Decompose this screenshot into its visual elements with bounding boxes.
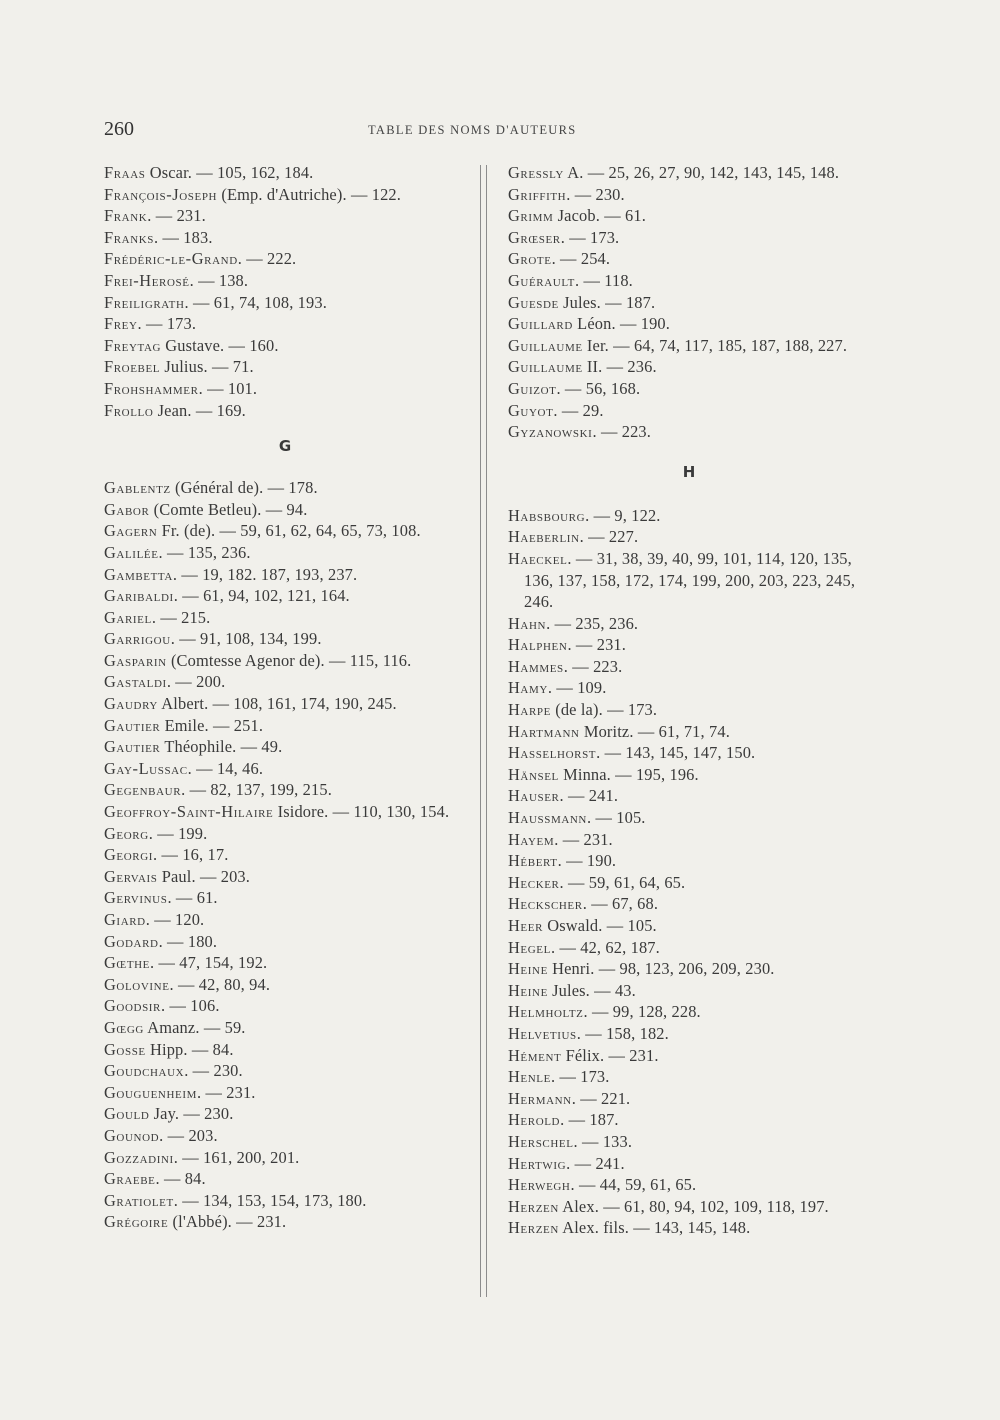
entry-name: Hauser bbox=[508, 786, 560, 806]
index-entry bbox=[104, 292, 466, 314]
entry-references: . — 61, 94, 102, 121, 164. bbox=[173, 586, 350, 606]
entry-name: Haeberlin bbox=[508, 527, 580, 547]
index-entry bbox=[508, 677, 870, 699]
running-title: TABLE DES NOMS D'AUTEURS bbox=[368, 123, 577, 137]
entry-name: Godard bbox=[104, 931, 159, 951]
entry-references: . — 190. bbox=[557, 851, 617, 871]
entry-references: II. — 236. bbox=[582, 357, 657, 377]
index-entry bbox=[104, 248, 466, 270]
entry-name: Gozzadini bbox=[104, 1147, 174, 1167]
index-entry bbox=[508, 915, 870, 937]
entry-references: Alex. — 61, 80, 94, 102, 109, 118, 197. bbox=[558, 1196, 829, 1216]
index-entry bbox=[104, 270, 466, 292]
entry-references: Jules. — 43. bbox=[547, 980, 636, 1000]
entry-references: . — 199. bbox=[148, 823, 208, 843]
entry-name: Heine bbox=[508, 980, 548, 1000]
index-entry bbox=[508, 958, 870, 980]
entry-name: Hegel bbox=[508, 937, 551, 957]
entry-name: Gosse bbox=[104, 1039, 146, 1059]
entry-name: Gratiolet bbox=[104, 1190, 174, 1210]
index-entry bbox=[508, 378, 870, 400]
entry-references: Emile. — 251. bbox=[160, 715, 264, 735]
index-entry bbox=[508, 1001, 870, 1023]
index-entry bbox=[508, 335, 870, 357]
entry-name: Herwegh bbox=[508, 1175, 571, 1195]
index-entry bbox=[104, 477, 466, 499]
index-entry bbox=[508, 1174, 870, 1196]
index-entry bbox=[508, 313, 870, 335]
entry-name: Goudchaux bbox=[104, 1061, 185, 1081]
entry-references: Gustave. — 160. bbox=[161, 335, 279, 355]
entry-references: . — 14, 46. bbox=[187, 758, 264, 778]
entry-references: . — 61, 74, 108, 193. bbox=[184, 292, 327, 312]
entry-name: Hébert bbox=[508, 851, 558, 871]
entry-name: Garrigou bbox=[104, 629, 171, 649]
index-entry bbox=[104, 887, 466, 909]
entry-references: . — 118. bbox=[574, 270, 633, 290]
entry-references: . — 187. bbox=[560, 1110, 619, 1130]
entry-name: Habsbourg bbox=[508, 505, 586, 525]
column-divider bbox=[480, 165, 487, 1297]
entry-name: Giard bbox=[104, 910, 146, 929]
index-entry bbox=[104, 995, 466, 1017]
entry-name: Haussmann bbox=[508, 808, 587, 828]
page-number: 260 bbox=[104, 118, 134, 140]
entry-references: Julius. — 71. bbox=[160, 357, 254, 377]
index-entry bbox=[508, 656, 870, 678]
index-entry bbox=[104, 931, 466, 953]
index-entry bbox=[104, 227, 466, 249]
entry-references: . — 84. bbox=[155, 1169, 206, 1189]
entry-name: Gay-Lussac bbox=[104, 758, 188, 778]
index-entry bbox=[104, 184, 466, 206]
entry-name: Hartmann bbox=[508, 721, 580, 741]
entry-name: Hertwig bbox=[508, 1153, 567, 1173]
index-entry bbox=[508, 1217, 870, 1239]
index-entry bbox=[104, 1211, 466, 1233]
entry-references: Henri. — 98, 123, 206, 209, 230. bbox=[547, 959, 775, 979]
index-entry bbox=[104, 693, 466, 715]
entry-references: (Comtesse Agenor de). — 115, 116. bbox=[166, 650, 412, 670]
entry-references: . — 47, 154, 192. bbox=[150, 953, 268, 973]
entry-references: . — 67, 68. bbox=[582, 894, 659, 914]
entry-references: . — 231. bbox=[567, 635, 627, 655]
index-entry bbox=[104, 1060, 466, 1082]
entry-references: Paul. — 203. bbox=[157, 866, 251, 886]
index-entry bbox=[104, 650, 466, 672]
entry-references: Hipp. — 84. bbox=[145, 1039, 234, 1059]
entry-name: Graebe bbox=[104, 1169, 156, 1189]
index-entry bbox=[104, 335, 466, 357]
entry-name: Gautier bbox=[104, 715, 161, 735]
index-entry bbox=[104, 499, 466, 521]
entry-references: . — 99, 128, 228. bbox=[583, 1002, 701, 1022]
entry-name: Hänsel bbox=[508, 764, 559, 784]
entry-references: . — 143, 145, 147, 150. bbox=[596, 743, 756, 763]
entry-references: (Emp. d'Autriche). — 122. bbox=[217, 184, 402, 204]
entry-references: Jay. — 230. bbox=[149, 1104, 234, 1124]
index-entry bbox=[104, 542, 466, 564]
index-entry bbox=[104, 974, 466, 996]
entry-references: . — 241. bbox=[559, 786, 619, 806]
index-entry bbox=[508, 1131, 870, 1153]
index-entry bbox=[508, 548, 870, 613]
section-letter-heading: H bbox=[682, 462, 696, 481]
index-entry bbox=[508, 893, 870, 915]
entry-references: (Comte Betleu). — 94. bbox=[149, 499, 308, 519]
index-entry bbox=[104, 671, 466, 693]
entry-references: . — 180. bbox=[158, 931, 218, 951]
entry-references: . — 223. bbox=[592, 422, 652, 442]
index-entry bbox=[104, 585, 466, 607]
entry-references: . — 82, 137, 199, 215. bbox=[181, 780, 332, 800]
index-entry bbox=[104, 1168, 466, 1190]
left-column bbox=[104, 162, 466, 1233]
index-entry bbox=[104, 715, 466, 737]
entry-references: . — 109. bbox=[547, 678, 607, 698]
index-entry bbox=[104, 356, 466, 378]
index-entry bbox=[508, 937, 870, 959]
entry-name: Gervais bbox=[104, 866, 158, 886]
index-entry bbox=[508, 1023, 870, 1045]
index-entry bbox=[508, 205, 870, 227]
entry-references: . — 230. bbox=[566, 184, 625, 204]
index-entry bbox=[104, 909, 466, 931]
entry-name: Georgi bbox=[104, 845, 154, 865]
index-entry bbox=[508, 1045, 870, 1067]
entry-name: Gœthe bbox=[104, 953, 150, 973]
entry-name: Heckscher bbox=[508, 894, 583, 914]
index-entry bbox=[104, 1082, 466, 1104]
entry-name: Griffith bbox=[508, 184, 567, 204]
entry-references: . — 231. bbox=[554, 829, 613, 849]
entry-references: Moritz. — 61, 71, 74. bbox=[579, 721, 730, 741]
entry-references: . — 134, 153, 154, 173, 180. bbox=[173, 1190, 367, 1210]
entry-references: . — 173. bbox=[550, 1067, 610, 1087]
entry-references: . — 241. bbox=[566, 1153, 625, 1173]
entry-name: Galilée bbox=[104, 542, 159, 562]
entry-name: Gautier bbox=[104, 737, 161, 757]
index-entry bbox=[508, 248, 870, 270]
entry-references: . — 230. bbox=[184, 1061, 243, 1081]
entry-name: François-Joseph bbox=[104, 184, 218, 204]
entry-name: Heine bbox=[508, 959, 548, 979]
index-entry bbox=[508, 850, 870, 872]
entry-name: Frank bbox=[104, 206, 148, 226]
entry-references: (de la). — 173. bbox=[550, 700, 658, 720]
index-entry bbox=[104, 520, 466, 542]
entry-references: A. — 25, 26, 27, 90, 142, 143, 145, 148. bbox=[563, 163, 840, 182]
entry-name: Guyot bbox=[508, 400, 554, 420]
index-entry bbox=[508, 699, 870, 721]
entry-name: Guillard bbox=[508, 314, 573, 334]
entry-references: Théophile. — 49. bbox=[160, 737, 283, 757]
entry-name: Grimm bbox=[508, 206, 554, 226]
entry-references: . — 254. bbox=[551, 249, 611, 269]
index-entry bbox=[508, 1153, 870, 1175]
index-entry bbox=[508, 421, 870, 443]
entry-references: . — 106. bbox=[161, 996, 220, 1016]
index-entry bbox=[508, 162, 870, 184]
section-letter-heading: G bbox=[278, 437, 292, 456]
entry-references: Alex. fils. — 143, 145, 148. bbox=[558, 1218, 751, 1238]
entry-name: Hasselhorst bbox=[508, 743, 597, 763]
entry-references: Oswald. — 105. bbox=[543, 916, 657, 935]
entry-references: Amanz. — 59. bbox=[143, 1017, 246, 1037]
entry-name: Freytag bbox=[104, 335, 162, 355]
index-entry bbox=[508, 613, 870, 635]
index-entry bbox=[104, 1103, 466, 1125]
index-entry bbox=[104, 1190, 466, 1212]
entry-references: . — 9, 122. bbox=[585, 505, 661, 525]
entry-references: . — 42, 80, 94. bbox=[169, 974, 271, 994]
entry-name: Frédéric-le-Grand bbox=[104, 249, 238, 269]
entry-name: Hammes bbox=[508, 656, 564, 676]
entry-name: Gervinus bbox=[104, 888, 168, 908]
index-entry bbox=[508, 505, 870, 527]
index-entry bbox=[508, 1088, 870, 1110]
entry-name: Golovine bbox=[104, 974, 170, 994]
entry-name: Guizot bbox=[508, 378, 557, 398]
index-entry bbox=[508, 400, 870, 422]
entry-references: Ier. — 64, 74, 117, 185, 187, 188, 227. bbox=[582, 335, 848, 355]
entry-references: . — 91, 108, 134, 199. bbox=[170, 629, 322, 649]
entry-references: . — 173. bbox=[137, 314, 197, 334]
page-header bbox=[104, 118, 864, 148]
entry-name: Gabor bbox=[104, 499, 150, 519]
entry-name: Gœgg bbox=[104, 1017, 144, 1037]
entry-references: Albert. — 108, 161, 174, 190, 245. bbox=[157, 694, 397, 714]
entry-references: . — 135, 236. bbox=[158, 542, 251, 562]
entry-name: Guillaume bbox=[508, 335, 583, 355]
entry-name: Gablentz bbox=[104, 478, 171, 498]
index-entry bbox=[508, 526, 870, 548]
entry-references: . — 42, 62, 187. bbox=[550, 937, 660, 957]
entry-name: Georg bbox=[104, 823, 149, 843]
entry-references: . — 215. bbox=[151, 607, 211, 627]
entry-references: . — 138. bbox=[189, 270, 249, 290]
entry-references: Minna. — 195, 196. bbox=[558, 764, 699, 784]
entry-name: Gasparin bbox=[104, 650, 167, 670]
entry-name: Geoffroy-Saint-Hilaire bbox=[104, 802, 274, 822]
entry-name: Frey bbox=[104, 314, 138, 334]
entry-references: Félix. — 231. bbox=[561, 1045, 659, 1065]
entry-name: Herschel bbox=[508, 1131, 574, 1151]
entry-name: Herzen bbox=[508, 1196, 559, 1216]
entry-references: Léon. — 190. bbox=[572, 314, 671, 334]
entry-name: Haeckel bbox=[508, 548, 568, 568]
entry-name: Fraas bbox=[104, 163, 146, 182]
entry-name: Gounod bbox=[104, 1125, 160, 1145]
entry-references: Fr. (de). — 59, 61, 62, 64, 65, 73, 108. bbox=[157, 521, 421, 541]
entry-name: Frollo bbox=[104, 400, 154, 420]
entry-references: . — 231. bbox=[147, 206, 206, 226]
index-entry bbox=[104, 866, 466, 888]
entry-name: Hecker bbox=[508, 872, 560, 892]
entry-references: . — 158, 182. bbox=[576, 1023, 669, 1043]
index-entry bbox=[508, 872, 870, 894]
index-entry bbox=[104, 628, 466, 650]
entry-name: Gressly bbox=[508, 163, 564, 182]
index-entry bbox=[508, 807, 870, 829]
entry-references: . — 231. bbox=[196, 1082, 256, 1102]
index-entry bbox=[508, 764, 870, 786]
entry-references: Jacob. — 61. bbox=[553, 206, 646, 226]
entry-references: Isidore. — 110, 130, 154. bbox=[273, 802, 450, 822]
entry-references: . — 61. bbox=[167, 888, 218, 908]
entry-name: Harpe bbox=[508, 700, 551, 720]
entry-name: Herold bbox=[508, 1110, 561, 1130]
index-entry bbox=[508, 721, 870, 743]
index-entry bbox=[104, 313, 466, 335]
entry-references: Oscar. — 105, 162, 184. bbox=[145, 163, 314, 182]
entry-references: . — 44, 59, 61, 65. bbox=[570, 1175, 697, 1195]
entry-name: Gariel bbox=[104, 607, 152, 627]
entry-name: Helmholtz bbox=[508, 1002, 584, 1022]
entry-references: . — 200. bbox=[166, 672, 226, 692]
entry-name: Gaudry bbox=[104, 694, 158, 714]
index-entry bbox=[104, 400, 466, 422]
entry-name: Hamy bbox=[508, 678, 548, 698]
index-entry bbox=[104, 823, 466, 845]
entry-name: Grœser bbox=[508, 227, 561, 247]
index-entry bbox=[104, 1125, 466, 1147]
entry-references: . — 19, 182. 187, 193, 237. bbox=[172, 564, 358, 584]
entry-name: Helvetius bbox=[508, 1023, 577, 1043]
entry-name: Goodsir bbox=[104, 996, 161, 1016]
entry-references: . — 31, 38, 39, 40, 99, 101, 114, 120, 135, 136, 137, 158, 172, 174, 199, 200, 203, 223, 245, 246. bbox=[524, 548, 856, 612]
index-entry bbox=[104, 378, 466, 400]
index-entry bbox=[508, 1066, 870, 1088]
index-entry bbox=[508, 270, 870, 292]
index-entry bbox=[104, 162, 466, 184]
entry-references: (l'Abbé). — 231. bbox=[168, 1212, 287, 1232]
entry-references: . — 173. bbox=[560, 227, 620, 247]
entry-references: Jean. — 169. bbox=[153, 400, 246, 420]
entry-name: Grote bbox=[508, 249, 552, 269]
index-entry bbox=[508, 785, 870, 807]
index-entry bbox=[104, 607, 466, 629]
index-entry bbox=[508, 356, 870, 378]
entry-references: . — 105. bbox=[586, 808, 646, 828]
entry-name: Guérault bbox=[508, 270, 575, 290]
index-entry bbox=[104, 844, 466, 866]
entry-references: . — 235, 236. bbox=[546, 613, 639, 633]
entry-name: Gastaldi bbox=[104, 672, 167, 692]
entry-references: . — 203. bbox=[159, 1125, 218, 1145]
entry-name: Gambetta bbox=[104, 564, 173, 584]
entry-references: . — 183. bbox=[154, 227, 213, 247]
entry-name: Hermann bbox=[508, 1088, 572, 1108]
entry-name: Hahn bbox=[508, 613, 547, 633]
entry-name: Garibaldi bbox=[104, 586, 174, 606]
entry-references: . — 221. bbox=[571, 1088, 631, 1108]
index-entry bbox=[508, 292, 870, 314]
entry-references: . — 120. bbox=[145, 910, 205, 929]
entry-references: . — 222. bbox=[237, 249, 297, 269]
entry-name: Gagern bbox=[104, 521, 158, 541]
index-entry bbox=[508, 1196, 870, 1218]
index-entry bbox=[104, 952, 466, 974]
index-entry bbox=[104, 779, 466, 801]
entry-name: Gyzanowski bbox=[508, 422, 593, 442]
entry-references: . — 223. bbox=[563, 656, 623, 676]
index-entry bbox=[508, 829, 870, 851]
entry-references: . — 16, 17. bbox=[153, 845, 229, 865]
entry-name: Freiligrath bbox=[104, 292, 185, 312]
entry-name: Frohshammer bbox=[104, 378, 199, 398]
index-entry bbox=[508, 1109, 870, 1131]
entry-name: Hayem bbox=[508, 829, 555, 849]
index-entry bbox=[104, 1147, 466, 1169]
right-column bbox=[508, 162, 870, 1239]
entry-name: Franks bbox=[104, 227, 155, 247]
entry-references: (Général de). — 178. bbox=[170, 478, 318, 498]
entry-name: Gould bbox=[104, 1104, 150, 1124]
index-entry bbox=[104, 205, 466, 227]
index-entry bbox=[508, 227, 870, 249]
index-entry bbox=[104, 1039, 466, 1061]
entry-name: Hément bbox=[508, 1045, 562, 1065]
index-entry bbox=[104, 801, 466, 823]
entry-name: Froebel bbox=[104, 357, 161, 377]
entry-name: Grégoire bbox=[104, 1212, 169, 1232]
entry-name: Herzen bbox=[508, 1218, 559, 1238]
index-entry bbox=[508, 742, 870, 764]
index-entry bbox=[104, 1017, 466, 1039]
entry-references: . — 133. bbox=[573, 1131, 633, 1151]
index-entry bbox=[508, 980, 870, 1002]
entry-name: Guillaume bbox=[508, 357, 583, 377]
entry-name: Henle bbox=[508, 1067, 551, 1087]
entry-name: Gouguenheim bbox=[104, 1082, 197, 1102]
index-entry bbox=[104, 758, 466, 780]
entry-name: Halphen bbox=[508, 635, 568, 655]
entry-references: . — 56, 168. bbox=[556, 378, 641, 398]
entry-references: . — 29. bbox=[553, 400, 604, 420]
entry-name: Gegenbaur bbox=[104, 780, 182, 800]
entry-name: Frei-Herosé bbox=[104, 270, 190, 290]
entry-name: Heer bbox=[508, 916, 544, 935]
entry-references: . — 101. bbox=[198, 378, 258, 398]
entry-references: . — 161, 200, 201. bbox=[173, 1147, 300, 1167]
index-entry bbox=[104, 564, 466, 586]
entry-references: . — 227. bbox=[579, 527, 639, 547]
index-entry bbox=[508, 184, 870, 206]
entry-references: Jules. — 187. bbox=[558, 292, 656, 312]
index-entry bbox=[104, 736, 466, 758]
index-entry bbox=[508, 634, 870, 656]
entry-name: Guesde bbox=[508, 292, 559, 312]
entry-references: . — 59, 61, 64, 65. bbox=[559, 872, 686, 892]
